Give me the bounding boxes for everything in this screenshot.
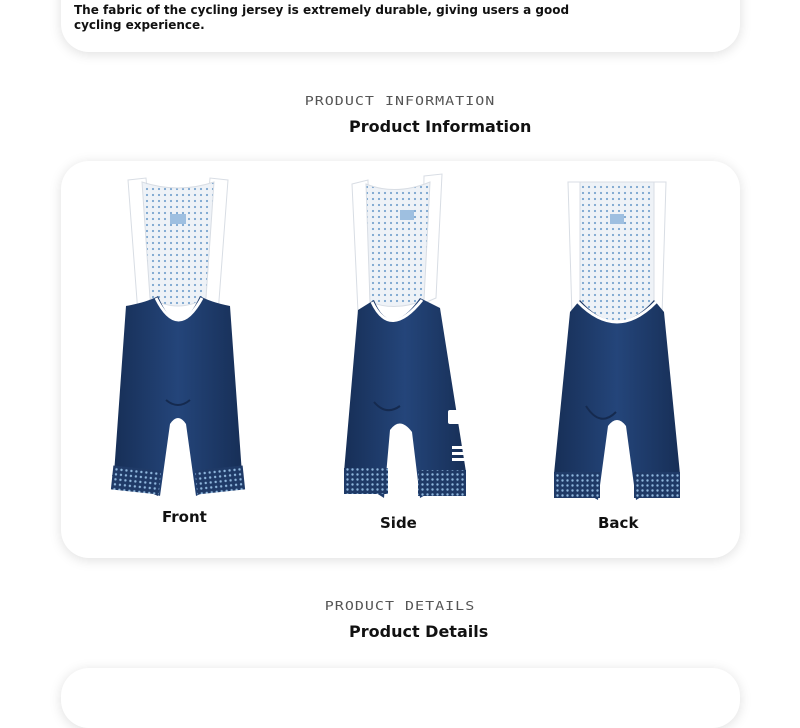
back-label: Back [598, 514, 639, 532]
bib-shorts-front-image [108, 174, 248, 499]
product-information-heading-en: PRODUCT INFORMATION [304, 93, 496, 109]
front-label: Front [162, 508, 207, 526]
product-details-card [61, 668, 740, 728]
bib-shorts-back-image [550, 178, 684, 503]
side-label: Side [380, 514, 417, 532]
intro-text: The fabric of the cycling jersey is extremely durable, giving users a good cycling experience. [74, 3, 570, 32]
product-information-heading: Product Information [349, 117, 532, 136]
product-details-heading-en: PRODUCT DETAILS [324, 598, 476, 614]
bib-shorts-side-image [340, 172, 470, 502]
product-details-heading: Product Details [349, 622, 489, 641]
